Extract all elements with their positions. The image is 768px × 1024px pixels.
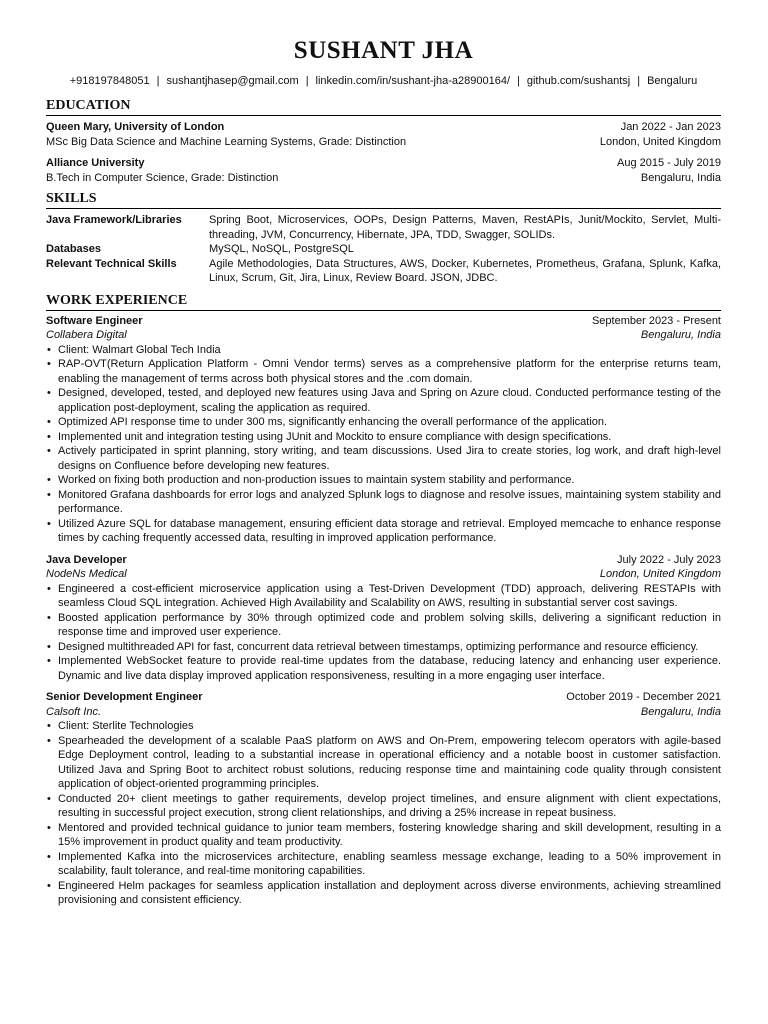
bullet-item: • Implemented Kafka into the microservices architecture, enabling seamless message exchange, leading to a 50% improvement in scalability, fault tolerance, and real-time monitoring capabilities. xyxy=(46,850,721,879)
separator: | xyxy=(637,75,641,87)
bullet-item: • Client: Walmart Global Tech India xyxy=(46,343,721,358)
education-entry xyxy=(46,120,721,149)
job-location: Bengaluru, India xyxy=(640,329,721,341)
bullet-item: • Spearheaded the development of a scalable PaaS platform on AWS and On-Prem, empowering telecom operators with agile-based Edge Deployment control, leading to a substantial increase in operational efficiency and a notable boost in customer satisfaction. Utilized Java and Spring Boot to architect robust solutions, reducing response time and maintaining code quality through consistent application of object-oriented programming principles. xyxy=(46,734,721,792)
job-entry xyxy=(46,314,721,546)
resume-page xyxy=(46,36,721,908)
location: Bengaluru xyxy=(647,75,698,87)
bullet-item: • Monitored Grafana dashboards for error logs and analyzed Splunk logs to diagnose and resolve issues, maintaining system stability and performance. xyxy=(46,488,721,517)
education-dates: Aug 2015 - July 2019 xyxy=(617,157,721,169)
company-name: Collabera Digital xyxy=(46,329,127,341)
phone-number: +918197848051 xyxy=(69,75,150,87)
bullet-item: • Engineered a cost-efficient microservice application using a Test-Driven Development (TDD) approach, delivering RESTAPIs with seamless Cloud SQL integration. Achieved High Availability and Scalability on AWS, resulting in substantial server cost savings. xyxy=(46,582,721,611)
bullet-item: • Boosted application performance by 30% through optimized code and problem solving skills, delivering a significant reduction in response time and improved user experience. xyxy=(46,611,721,640)
bullet-item: • RAP-OVT(Return Application Platform - Omni Vendor terms) serves as a comprehensive platform for the enterprise returns team, enabling the management of terms across both physical stores and the .com domain. xyxy=(46,357,721,386)
contact-line xyxy=(46,74,721,88)
bullet-item: • Implemented unit and integration testing using JUnit and Mockito to ensure compliance with design specifications. xyxy=(46,430,721,445)
separator: | xyxy=(517,75,520,87)
job-title: Senior Development Engineer xyxy=(46,691,203,703)
bullet-item: • Designed, developed, tested, and deployed new features using Java and Spring on Azure cloud. Conducted performance testing of the application post-deployment, scaling the application as required. xyxy=(46,386,721,415)
degree: B.Tech in Computer Science, Grade: Distinction xyxy=(46,171,279,184)
company-name: Calsoft Inc. xyxy=(46,705,102,718)
bullet-item: • Conducted 20+ client meetings to gather requirements, develop project timelines, and ensure alignment with client expectations, resulting in successful project execution, strong client relationships, and driving a 25% increase in repeat business. xyxy=(46,792,721,821)
skills-heading: SKILLS xyxy=(46,191,721,209)
bullet-item: • Optimized API response time to under 300 ms, significantly enhancing the overall performance of the application. xyxy=(46,415,721,430)
bullet-item: • Engineered Helm packages for seamless application installation and deployment across diverse environments, achieving streamlined provisioning and consistent efficiency. xyxy=(46,879,721,908)
job-dates: September 2023 - Present xyxy=(591,314,721,327)
job-entry xyxy=(46,553,721,684)
education-dates: Jan 2022 - Jan 2023 xyxy=(620,121,721,133)
school-name: Queen Mary, University of London xyxy=(46,121,225,133)
bullet-item: • Worked on fixing both production and non-production issues to maintain system stability and performance. xyxy=(46,473,721,488)
separator: | xyxy=(305,75,309,87)
job-dates: October 2019 - December 2021 xyxy=(566,691,721,703)
job-title: Software Engineer xyxy=(46,314,143,327)
school-name: Alliance University xyxy=(46,157,145,169)
work-experience-heading: WORK EXPERIENCE xyxy=(46,293,721,311)
company-name: NodeNs Medical xyxy=(46,568,127,580)
bullet-item: • Client: Sterlite Technologies xyxy=(46,719,721,734)
job-location: Bengaluru, India xyxy=(640,705,721,718)
job-entry xyxy=(46,690,721,908)
job-dates: July 2022 - July 2023 xyxy=(617,553,721,566)
skill-row xyxy=(46,242,721,257)
education-entry xyxy=(46,156,721,185)
skills-table xyxy=(46,213,721,286)
skill-category: Databases xyxy=(46,243,102,255)
education-location: London, United Kingdom xyxy=(599,135,721,148)
job-title: Java Developer xyxy=(46,553,127,566)
candidate-name: SUSHANT JHA xyxy=(293,37,474,64)
github-link[interactable]: github.com/sushantsj xyxy=(526,75,631,87)
skill-row xyxy=(46,213,721,242)
skill-list: MySQL, NoSQL, PostgreSQL xyxy=(209,243,354,255)
linkedin-link[interactable]: linkedin.com/in/sushant-jha-a28900164/ xyxy=(315,75,511,87)
degree: MSc Big Data Science and Machine Learning Systems, Grade: Distinction xyxy=(46,135,407,148)
job-location: London, United Kingdom xyxy=(599,568,721,580)
skill-category: Relevant Technical Skills xyxy=(46,257,177,270)
bullet-item: • Mentored and provided technical guidance to junior team members, fostering knowledge sharing and skill development, resulting in a 15% improvement in product quality and team productivity. xyxy=(46,821,721,850)
bullet-item: • Actively participated in sprint planning, story writing, and team discussions. Used Jira to create stories, log work, and draft high-level designs on Confluence before developing new features. xyxy=(46,444,721,473)
job-bullets xyxy=(46,582,721,684)
skill-list: Agile Methodologies, Data Structures, AWS, Docker, Kubernetes, Prometheus, Grafana, Splunk, Kafka, Linux, Scrum, Git, Jira, Linux, Review Board. JSON, JDBC. xyxy=(209,257,721,284)
education-heading: EDUCATION xyxy=(46,98,721,116)
bullet-item: • Designed multithreaded API for fast, concurrent data retrieval between timestamps, optimizing performance and resource efficiency. xyxy=(46,640,721,655)
skill-category: Java Framework/Libraries xyxy=(46,214,182,226)
bullet-item: • Utilized Azure SQL for database management, ensuring efficient data storage and retrieval. Employed memcache to enhance response times by caching frequently accessed data, resulting in improved application performance. xyxy=(46,517,721,546)
skill-list: Spring Boot, Microservices, OOPs, Design Patterns, Maven, RestAPIs, Junit/Mockito, Servlet, Multi-threading, JVM, Concurrency, Hibernate, JPA, TDD, Swagger, SOLIDs. xyxy=(209,214,721,241)
skill-row xyxy=(46,257,721,286)
bullet-item: • Implemented WebSocket feature to provide real-time updates from the database, reducing latency and enhancing user experience. Dynamic and live data display improved application responsiveness, resulting in a more engaging user interface. xyxy=(46,654,721,683)
separator: | xyxy=(156,75,160,87)
education-location: Bengaluru, India xyxy=(640,171,721,184)
job-bullets xyxy=(46,719,721,908)
email-link[interactable]: sushantjhasep@gmail.com xyxy=(166,75,299,87)
job-bullets xyxy=(46,343,721,546)
